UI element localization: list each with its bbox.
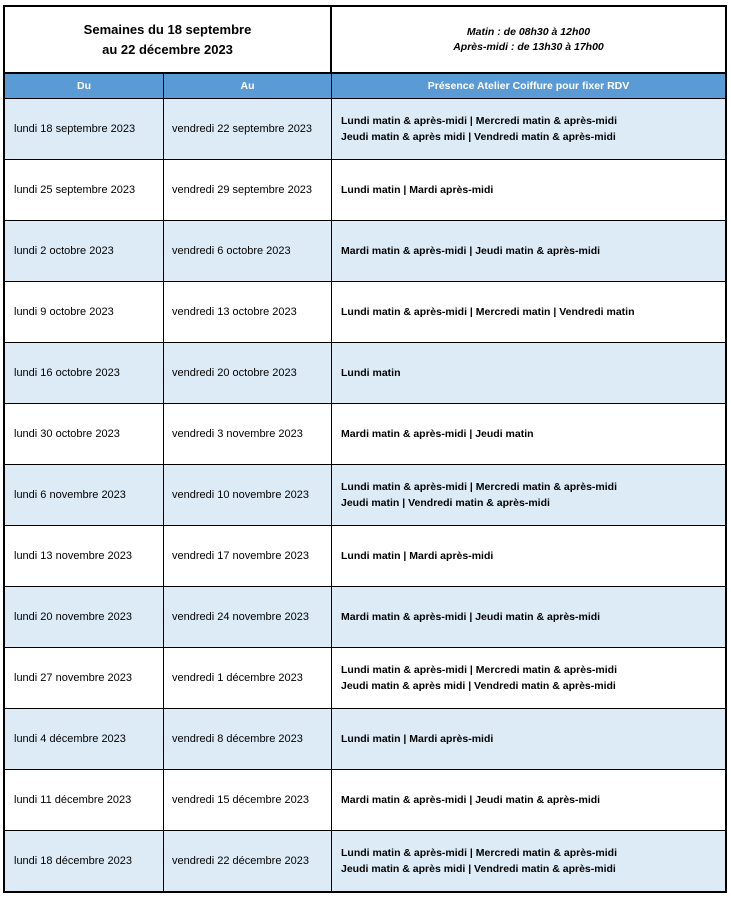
table-row [5,709,725,770]
cell-to: vendredi 29 septembre 2023 [164,160,332,220]
cell-presence [332,526,725,586]
cell-presence [332,282,725,342]
cell-presence [332,709,725,769]
table-row [5,587,725,648]
cell-from: lundi 4 décembre 2023 [5,709,164,769]
cell-from: lundi 25 septembre 2023 [5,160,164,220]
presence-line-1: Mardi matin & après-midi | Jeudi matin & après-midi [341,611,601,623]
table-row [5,465,725,526]
cell-to: vendredi 8 décembre 2023 [164,709,332,769]
table-row [5,526,725,587]
cell-presence [332,831,725,891]
presence-line-1: Lundi matin & après-midi | Mercredi matin & après-midi [341,664,617,676]
cell-to: vendredi 24 novembre 2023 [164,587,332,647]
presence-line-2: Jeudi matin | Vendredi matin & après-midi [341,497,550,509]
presence-line-2: Jeudi matin & après midi | Vendredi matin & après-midi [341,863,616,875]
presence-line-1: Lundi matin & après-midi | Mercredi matin | Vendredi matin [341,306,635,318]
afternoon-hours: Après-midi : de 13h30 à 17h00 [453,40,604,53]
cell-to: vendredi 20 octobre 2023 [164,343,332,403]
cell-from: lundi 27 novembre 2023 [5,648,164,708]
opening-hours [332,7,725,72]
presence-line-1: Mardi matin & après-midi | Jeudi matin & après-midi [341,794,601,806]
presence-line-2: Jeudi matin & après midi | Vendredi matin & après-midi [341,680,616,692]
cell-from: lundi 2 octobre 2023 [5,221,164,281]
table-row [5,831,725,891]
column-header-to: Au [164,74,332,98]
morning-hours: Matin : de 08h30 à 12h00 [466,25,591,38]
cell-to: vendredi 3 novembre 2023 [164,404,332,464]
table-body [5,99,725,891]
cell-to: vendredi 10 novembre 2023 [164,465,332,525]
cell-presence [332,770,725,830]
cell-presence [332,160,725,220]
cell-to: vendredi 13 octobre 2023 [164,282,332,342]
presence-line-1: Lundi matin | Mardi après-midi [341,550,494,562]
cell-from: lundi 16 octobre 2023 [5,343,164,403]
title-block [5,7,725,74]
cell-from: lundi 11 décembre 2023 [5,770,164,830]
cell-presence [332,648,725,708]
table-row [5,99,725,160]
presence-line-1: Lundi matin | Mardi après-midi [341,733,494,745]
table-row [5,343,725,404]
cell-presence [332,404,725,464]
period-title-line1: Semaines du 18 septembre [83,21,252,37]
column-header-presence: Présence Atelier Coiffure pour fixer RDV [427,80,630,92]
cell-from: lundi 6 novembre 2023 [5,465,164,525]
table-row [5,221,725,282]
table-row [5,404,725,465]
cell-from: lundi 18 septembre 2023 [5,99,164,159]
cell-from: lundi 20 novembre 2023 [5,587,164,647]
cell-to: vendredi 17 novembre 2023 [164,526,332,586]
column-header-from: Du [5,74,164,98]
cell-presence [332,587,725,647]
cell-to: vendredi 6 octobre 2023 [164,221,332,281]
schedule-table [3,5,727,893]
cell-to: vendredi 15 décembre 2023 [164,770,332,830]
presence-line-1: Lundi matin & après-midi | Mercredi matin & après-midi [341,847,617,859]
presence-line-1: Lundi matin & après-midi | Mercredi matin & après-midi [341,481,617,493]
cell-to: vendredi 22 décembre 2023 [164,831,332,891]
cell-presence [332,465,725,525]
table-row [5,770,725,831]
cell-to: vendredi 22 septembre 2023 [164,99,332,159]
presence-line-2: Jeudi matin & après midi | Vendredi matin & après-midi [341,131,616,143]
cell-to: vendredi 1 décembre 2023 [164,648,332,708]
period-title [5,7,332,72]
presence-line-1: Mardi matin & après-midi | Jeudi matin [341,428,534,440]
cell-from: lundi 18 décembre 2023 [5,831,164,891]
cell-presence [332,343,725,403]
presence-line-1: Lundi matin | Mardi après-midi [341,184,494,196]
presence-line-1: Lundi matin & après-midi | Mercredi matin & après-midi [341,115,617,127]
table-header [5,74,725,99]
cell-from: lundi 30 octobre 2023 [5,404,164,464]
cell-from: lundi 9 octobre 2023 [5,282,164,342]
presence-line-1: Lundi matin [341,367,401,379]
period-title-line2: au 22 décembre 2023 [102,41,233,57]
table-row [5,160,725,221]
cell-presence [332,221,725,281]
cell-from: lundi 13 novembre 2023 [5,526,164,586]
cell-presence [332,99,725,159]
table-row [5,282,725,343]
presence-line-1: Mardi matin & après-midi | Jeudi matin & après-midi [341,245,601,257]
table-row [5,648,725,709]
